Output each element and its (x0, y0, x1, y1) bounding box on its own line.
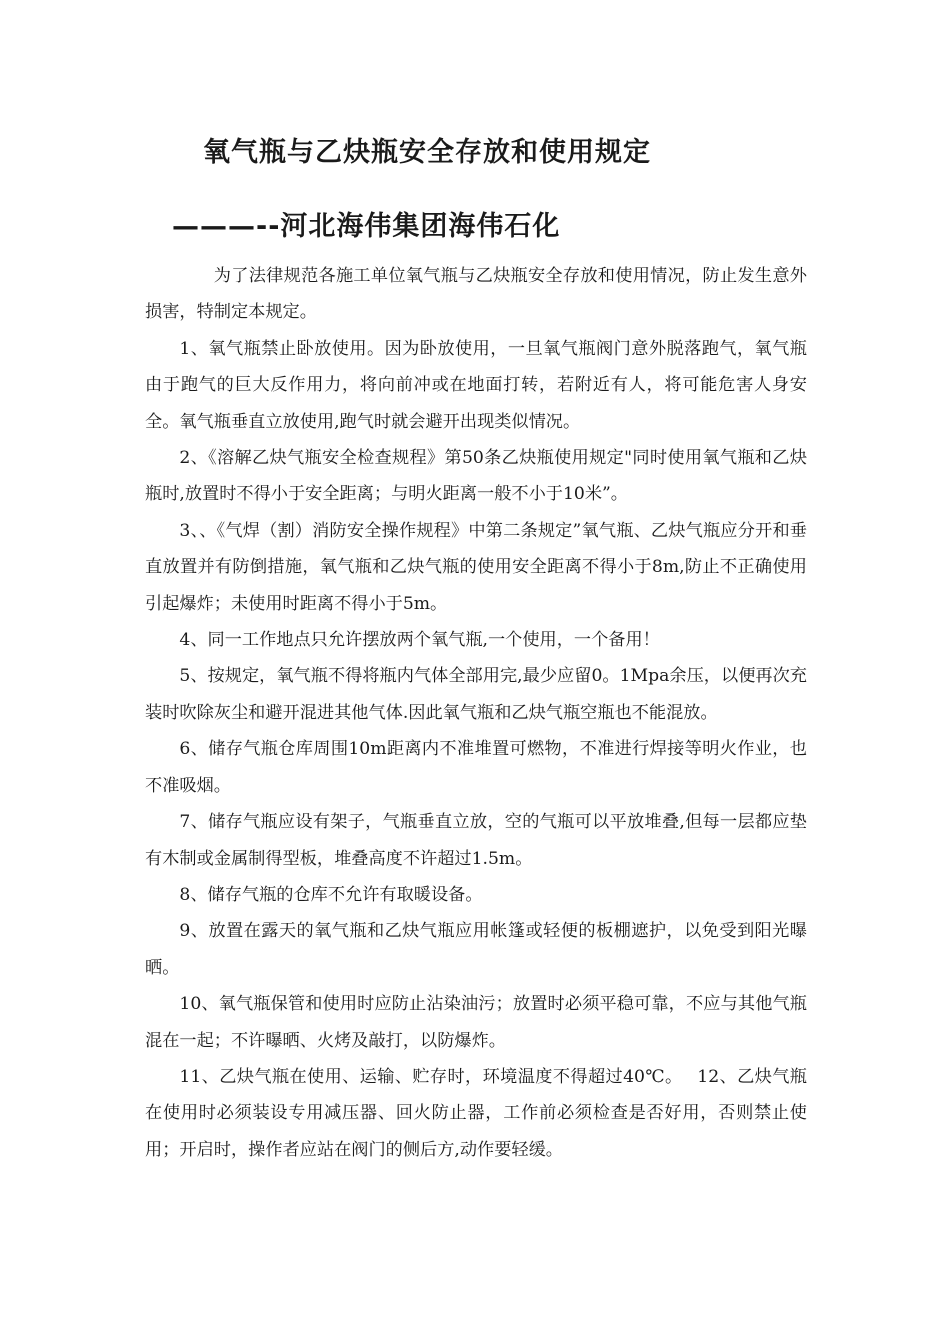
document-title: 氧气瓶与乙炔瓶安全存放和使用规定 (203, 137, 651, 168)
rule-item-5: 5、按规定，氧气瓶不得将瓶内气体全部用完,最少应留0。1Mpa余压，以便再次充装时吹除灰尘和避开混进其他气体.因此氧气瓶和乙炔气瓶空瓶也不能混放。 (145, 666, 807, 723)
rule-item-10: 10、氧气瓶保管和使用时应防止沾染油污；放置时必须平稳可靠，不应与其他气瓶混在一起；不许曝晒、火烤及敲打，以防爆炸。 (145, 994, 807, 1051)
rule-item-11-12: 11、乙炔气瓶在使用、运输、贮存时，环境温度不得超过40℃。 12、乙炔气瓶在使用时必须装设专用减压器、回火防止器，工作前必须检查是否好用，否则禁止使用；开启时，操作者应站在阀门的侧后方,动作要轻缓。 (145, 1066, 807, 1160)
rule-item-9: 9、放置在露天的氧气瓶和乙炔气瓶应用帐篷或轻便的板棚遮护，以免受到阳光曝晒。 (145, 921, 807, 978)
rule-item-6: 6、储存气瓶仓库周围10m距离内不准堆置可燃物，不准进行焊接等明火作业，也不准吸烟。 (145, 739, 807, 796)
rule-item-3: 3、、《气焊（割）消防安全操作规程》中第二条规定”氧气瓶、乙炔气瓶应分开和垂直放置并有防倒措施，氧气瓶和乙炔气瓶的使用安全距离不得小于8m,防止不正确使用引起爆炸；未使用时距离不得小于5m。 (145, 520, 807, 614)
rule-item-8: 8、储存气瓶的仓库不允许有取暖设备。 (179, 884, 483, 905)
rule-item-1: 1、氧气瓶禁止卧放使用。因为卧放使用，一旦氧气瓶阀门意外脱落跑气，氧气瓶由于跑气的巨大反作用力，将向前冲或在地面打转，若附近有人，将可能危害人身安全。氧气瓶垂直立放使用,跑气时就会避开出现类似情况。 (145, 338, 807, 432)
rule-item-2: 2、《溶解乙炔气瓶安全检查规程》第50条乙炔瓶使用规定"同时使用氧气瓶和乙炔瓶时,放置时不得小于安全距离；与明火距离一般不小于10米”。 (145, 448, 807, 505)
rule-item-4: 4、同一工作地点只允许摆放两个氧气瓶,一个使用，一个备用！ (179, 630, 660, 651)
document-body (145, 258, 807, 1168)
intro-paragraph: 为了法律规范各施工单位氧气瓶与乙炔瓶安全存放和使用情况，防止发生意外损害，特制定本规定。 (145, 266, 807, 323)
rule-item-7: 7、储存气瓶应设有架子，气瓶垂直立放，空的气瓶可以平放堆叠,但每一层都应垫有木制或金属制得型板，堆叠高度不许超过1.5m。 (145, 812, 807, 869)
document-subtitle: ———--河北海伟集团海伟石化 (172, 211, 561, 242)
